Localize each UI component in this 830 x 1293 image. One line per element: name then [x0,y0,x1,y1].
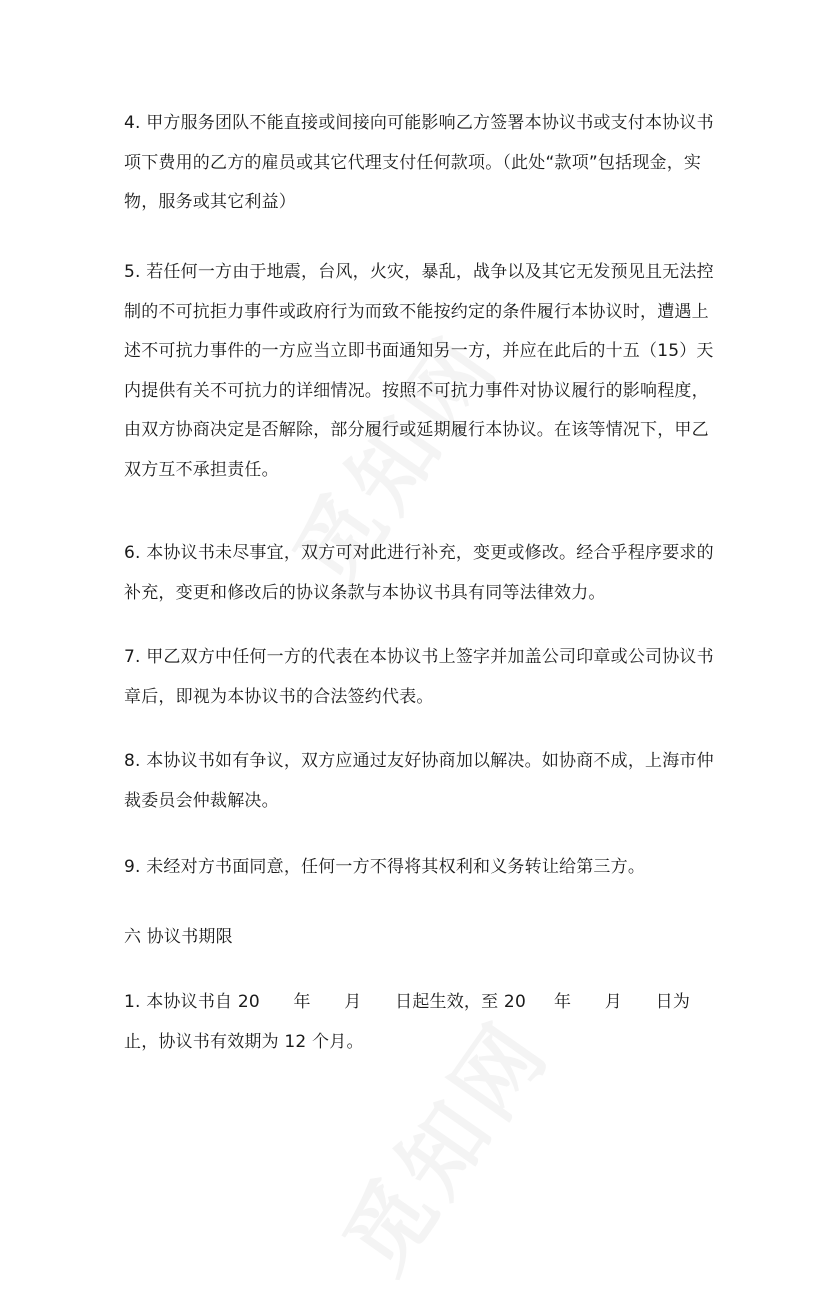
clause-6: 6. 本协议书未尽事宜，双方可对此进行补充，变更或修改。经合乎程序要求的补充，变更和修改后的协议条款与本协议书具有同等法律效力。 [124,543,714,603]
section-6-heading: 六 协议书期限 [124,927,233,947]
term-clause: 1. 本协议书自 20 年 月 日起生效，至 20 年 月 日为止，协议书有效期为 12 个月。 [124,992,691,1052]
clause-9: 9. 未经对方书面同意，任何一方不得将其权利和义务转让给第三方。 [124,857,646,877]
clause-5: 5. 若任何一方由于地震，台风，火灾，暴乱，战争以及其它无发预见且无法控制的不可抗拒力事件或政府行为而致不能按约定的条件履行本协议时，遭遇上述不可抗力事件的一方应当立即书面通知另一方，并应在此后的十五（15）天内提供有关不可抗力的详细情况。按照不可抗力事件对协议履行的影响程度，由双方协商决定是否解除，部分履行或延期履行本协议。在该等情况下，甲乙双方互不承担责任。 [124,262,714,480]
clause-4: 4. 甲方服务团队不能直接或间接向可能影响乙方签署本协议书或支付本协议书项下费用的乙方的雇员或其它代理支付任何款项。（此处“款项”包括现金，实物，服务或其它利益） [124,113,714,212]
clause-8: 8. 本协议书如有争议，双方应通过友好协商加以解决。如协商不成，上海市仲裁委员会仲裁解决。 [124,751,714,811]
clause-7: 7. 甲乙双方中任何一方的代表在本协议书上签字并加盖公司印章或公司协议书章后，即视为本协议书的合法签约代表。 [124,647,714,707]
